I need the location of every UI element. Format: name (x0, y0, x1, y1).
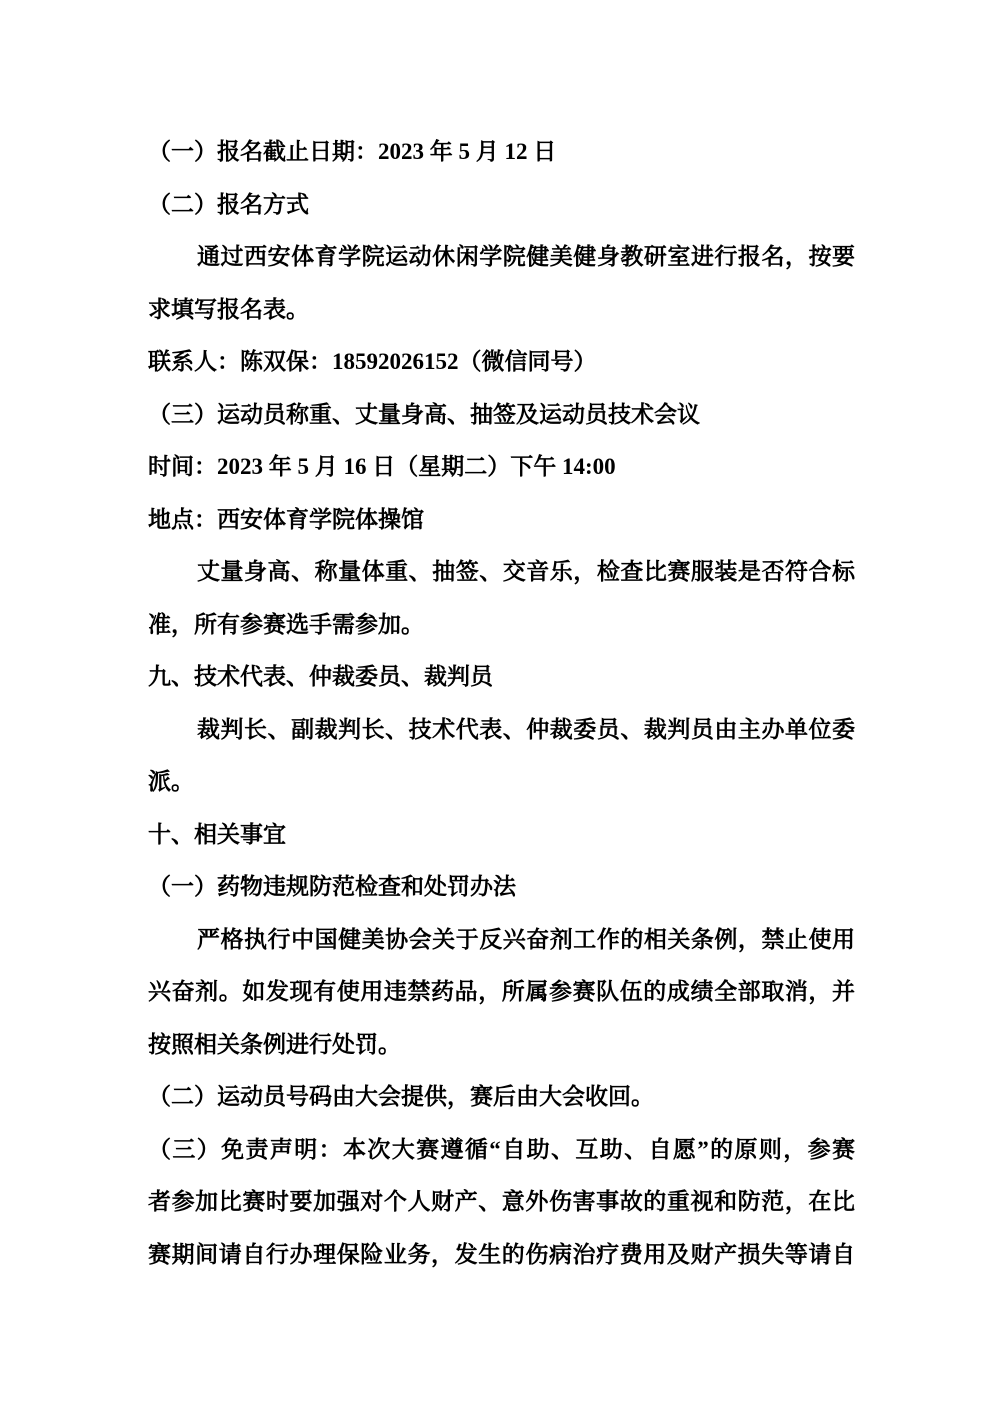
text-line: 按照相关条例进行处罚。 (148, 1031, 401, 1057)
paragraph-clause-1-doping (148, 861, 855, 914)
text-line: 兴奋剂。如发现有使用违禁药品，所属参赛队伍的成绩全部取消，并 (148, 979, 855, 1004)
text-line: 求填写报名表。 (148, 296, 309, 322)
paragraph-line-location (148, 494, 855, 547)
text-line: 九、技术代表、仲裁委员、裁判员 (148, 664, 493, 689)
text-line: （三）运动员称重、丈量身高、抽签及运动员技术会议 (148, 401, 700, 427)
text-line: 裁判长、副裁判长、技术代表、仲裁委员、裁判员由主办单位委 (197, 716, 855, 742)
paragraph-line-time (148, 441, 855, 494)
paragraph-para-officials-detail (148, 704, 855, 809)
text-line: 地点：西安体育学院体操馆 (148, 506, 424, 532)
text-line: 派。 (148, 769, 194, 794)
text-line: 丈量身高、称量体重、抽签、交音乐，检查比赛服装是否符合标 (197, 559, 855, 584)
text-line: 通过西安体育学院运动休闲学院健美健身教研室进行报名，按要 (197, 244, 855, 269)
text-line: 十、相关事宜 (148, 821, 286, 847)
paragraph-clause-2-numbers (148, 1071, 855, 1124)
text-line: 联系人：陈双保：18592026152（微信同号） (148, 349, 597, 374)
paragraph-clause-3-disclaimer (148, 1124, 855, 1282)
text-line: （一）报名截止日期：2023 年 5 月 12 日 (148, 139, 557, 164)
paragraph-heading-9-officials (148, 651, 855, 704)
paragraph-para-doping-detail (148, 914, 855, 1072)
text-line: 赛期间请自行办理保险业务，发生的伤病治疗费用及财产损失等请自 (148, 1241, 855, 1267)
text-line: 准，所有参赛选手需参加。 (148, 611, 424, 637)
paragraph-line-contact (148, 336, 855, 389)
text-line: （二）运动员号码由大会提供，赛后由大会收回。 (148, 1084, 654, 1109)
text-line: 严格执行中国健美协会关于反兴奋剂工作的相关条例，禁止使用 (197, 926, 855, 952)
paragraph-clause-1-deadline (148, 126, 855, 179)
text-line: 时间：2023 年 5 月 16 日（星期二）下午 14:00 (148, 454, 616, 479)
paragraph-clause-3-weighin (148, 389, 855, 442)
text-line: （三）免责声明：本次大赛遵循“自助、互助、自愿”的原则，参赛 (148, 1136, 855, 1162)
paragraph-clause-2-method (148, 179, 855, 232)
document-content (148, 126, 855, 1281)
paragraph-heading-10-matters (148, 809, 855, 862)
paragraph-para-registration-process (148, 231, 855, 336)
text-line: （二）报名方式 (148, 191, 309, 217)
text-line: 者参加比赛时要加强对个人财产、意外伤害事故的重视和防范，在比 (148, 1189, 855, 1214)
text-line: （一）药物违规防范检查和处罚办法 (148, 874, 516, 899)
paragraph-para-weighin-detail (148, 546, 855, 651)
